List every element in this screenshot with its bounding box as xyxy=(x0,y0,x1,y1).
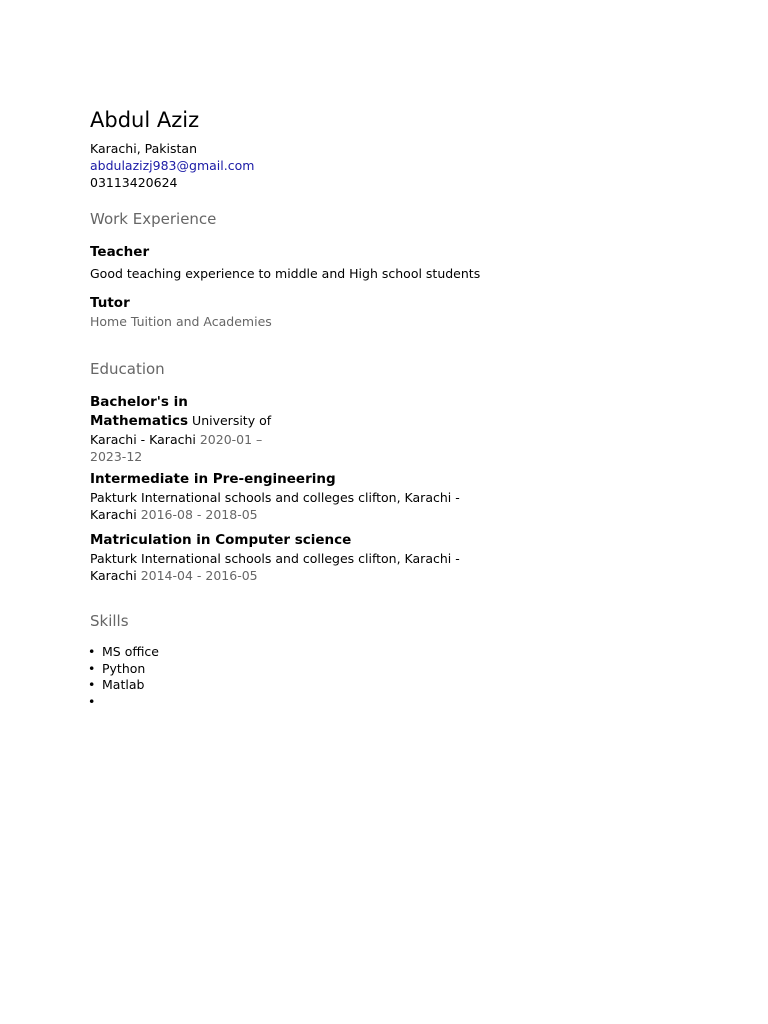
work-experience-heading: Work Experience xyxy=(90,210,217,228)
skill-item xyxy=(90,661,690,678)
skill-label: MS office xyxy=(102,644,159,659)
job-title: Teacher xyxy=(90,244,150,260)
job-entry xyxy=(90,294,690,330)
education-entry xyxy=(90,531,470,584)
bullet-icon: • xyxy=(88,693,96,709)
education-dates: 2020-01 – 2023-12 xyxy=(90,432,263,464)
work-experience-section xyxy=(90,209,690,330)
bullet-icon: • xyxy=(88,660,96,676)
education-entry xyxy=(90,393,290,465)
education-dates: 2014-04 - 2016-05 xyxy=(140,568,258,583)
skill-item xyxy=(90,694,690,711)
bullet-icon: • xyxy=(88,644,96,659)
education-dates: 2016-08 - 2018-05 xyxy=(140,507,258,522)
education-heading: Education xyxy=(90,360,165,378)
phone-number: 03113420624 xyxy=(90,175,178,190)
degree-title: Bachelor's in Mathematics xyxy=(90,394,189,429)
job-title: Tutor xyxy=(90,295,130,311)
education-entry xyxy=(90,470,470,523)
job-description: Home Tuition and Academies xyxy=(90,314,272,329)
candidate-name: Abdul Aziz xyxy=(90,108,200,132)
education-section xyxy=(90,359,690,584)
resume-header xyxy=(90,106,690,191)
degree-title: Matriculation in Computer science xyxy=(90,532,352,548)
skill-label: Python xyxy=(102,660,146,676)
resume xyxy=(90,106,690,710)
skills-section xyxy=(90,611,690,710)
skill-label: Matlab xyxy=(102,677,145,693)
school-name: Pakturk International schools and colleges clifton, Karachi - Karachi xyxy=(90,490,460,522)
location: Karachi, Pakistan xyxy=(90,141,197,156)
email-link[interactable]: abdulazizj983@gmail.com xyxy=(90,158,255,173)
skill-item xyxy=(90,644,690,661)
school-name: University of Karachi - Karachi xyxy=(90,413,272,447)
skills-list xyxy=(90,644,690,710)
skills-heading: Skills xyxy=(90,612,129,630)
degree-title: Intermediate in Pre-engineering xyxy=(90,471,336,487)
bullet-icon: • xyxy=(88,677,96,693)
job-description: Good teaching experience to middle and High school students xyxy=(90,266,481,281)
job-entry xyxy=(90,243,690,282)
school-name: Pakturk International schools and colleges clifton, Karachi - Karachi xyxy=(90,551,460,583)
skill-item xyxy=(90,677,690,694)
